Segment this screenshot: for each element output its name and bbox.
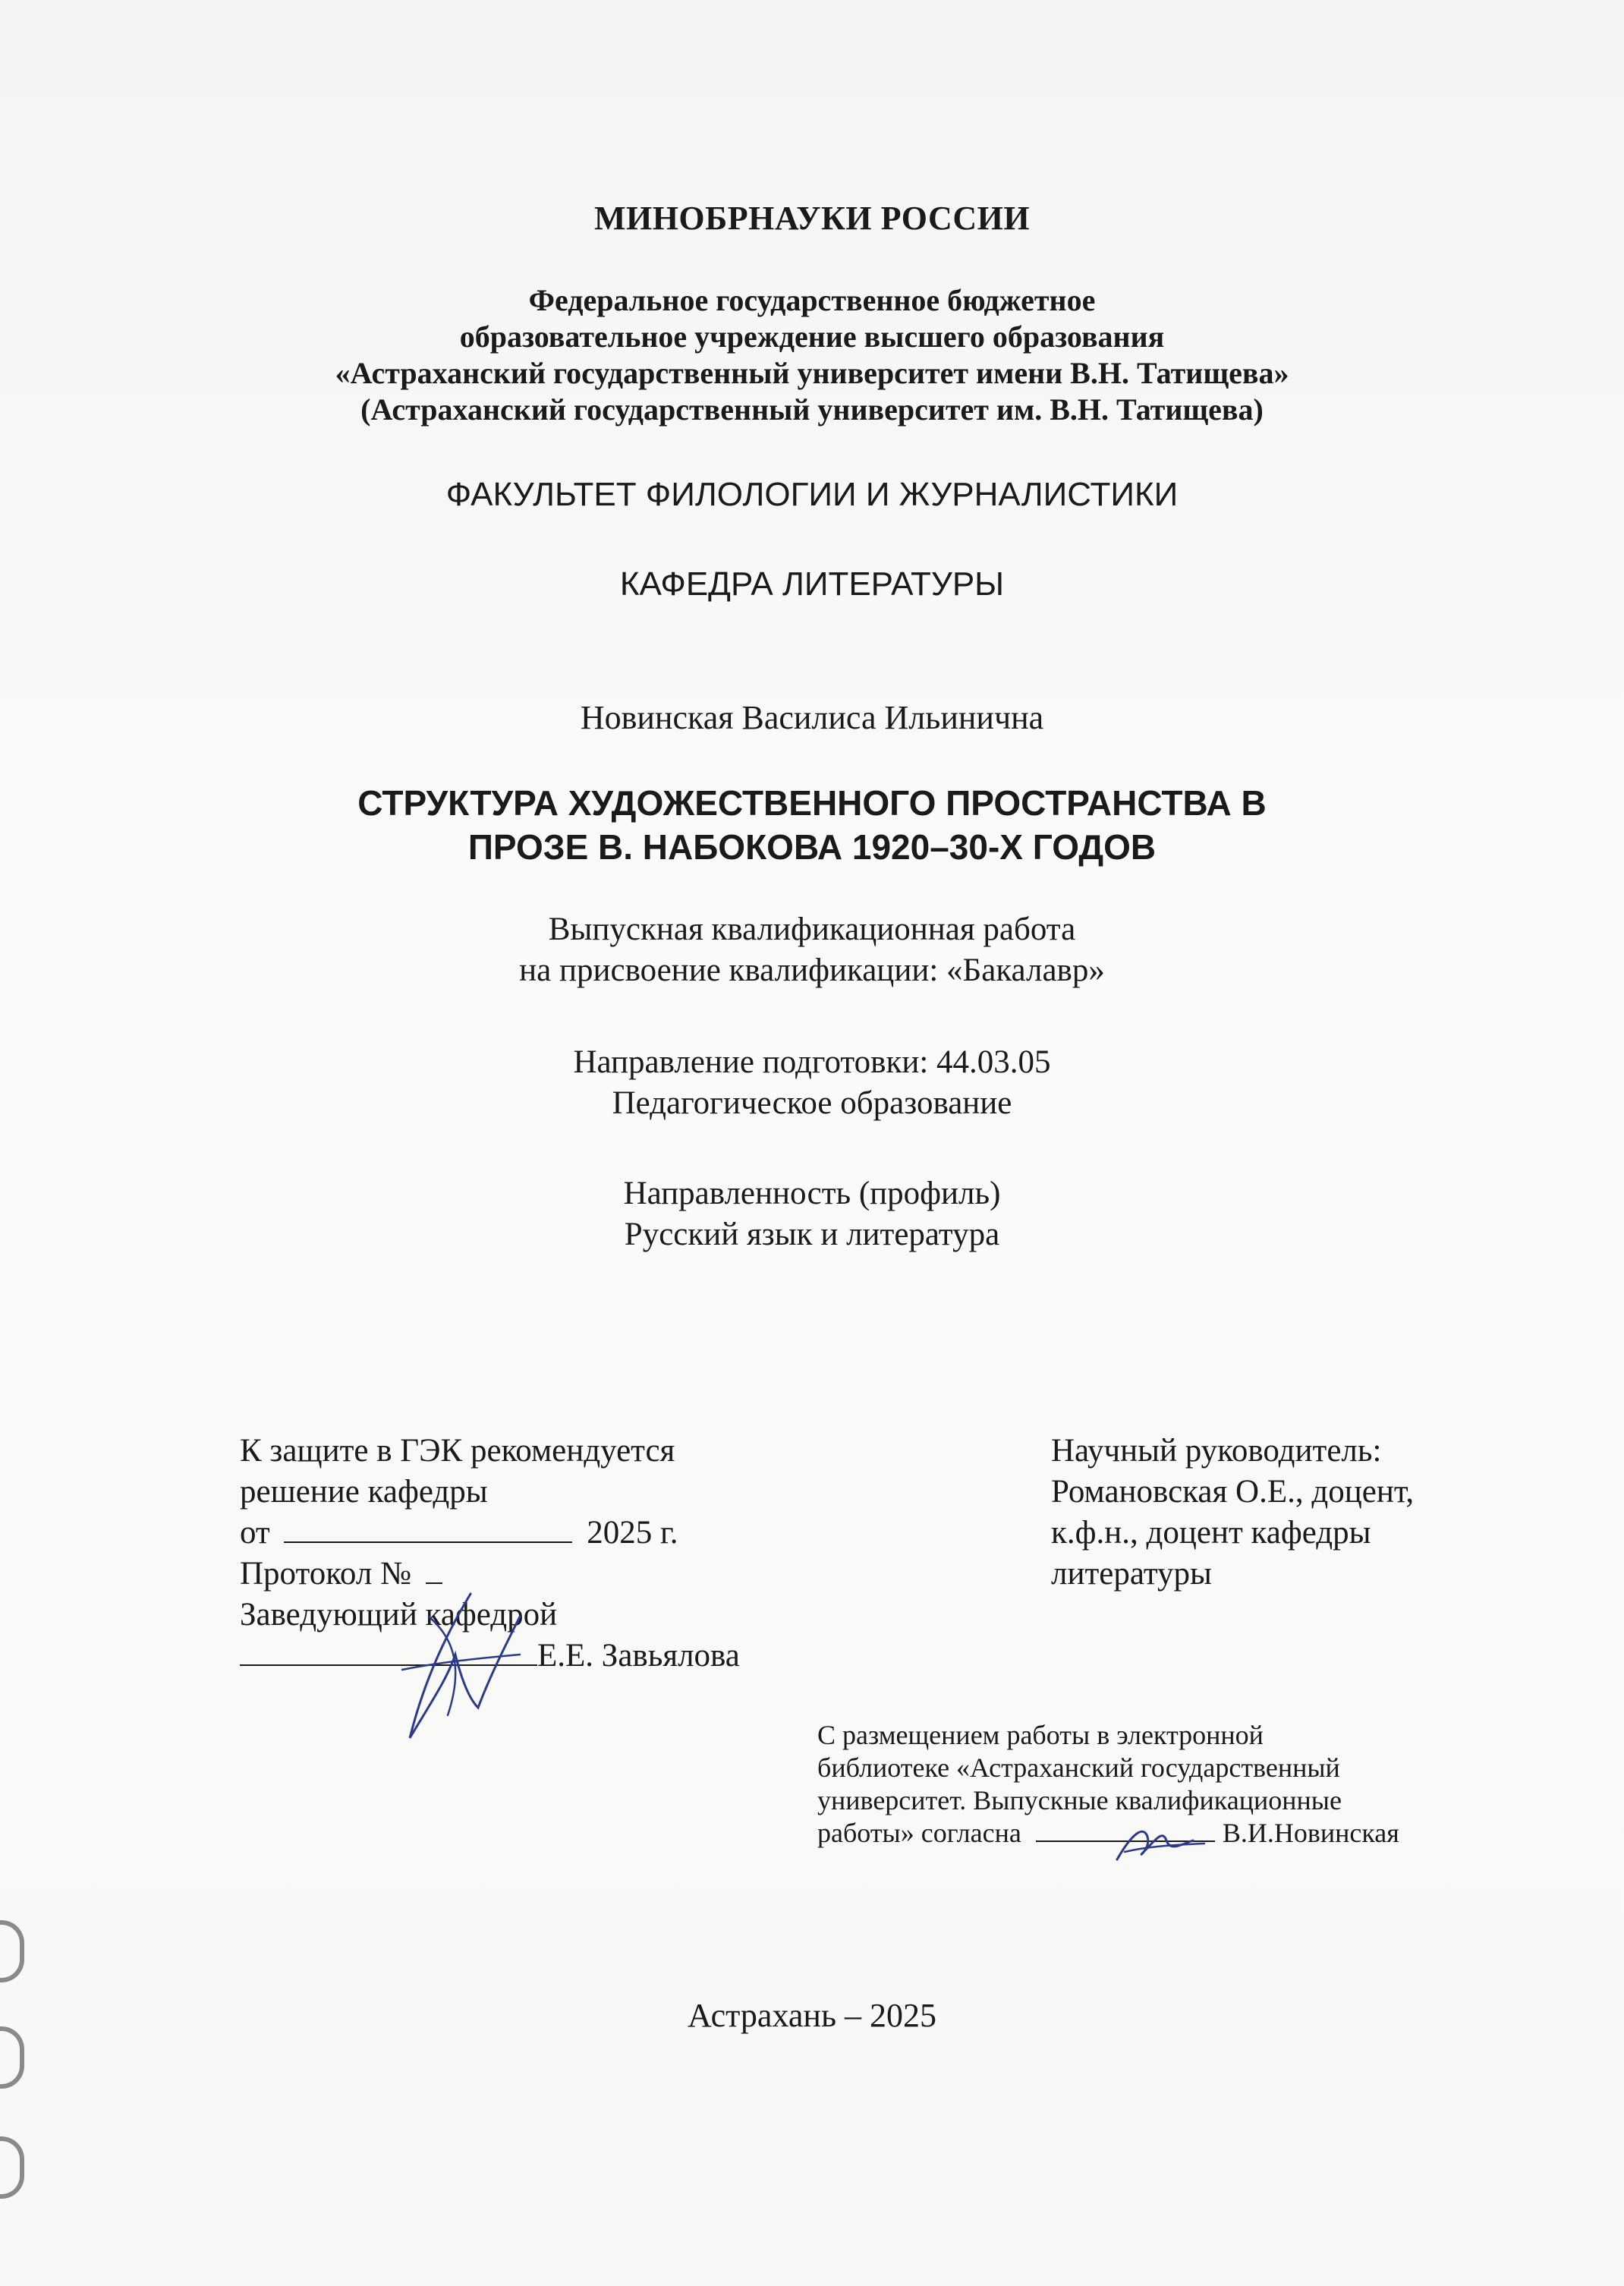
work-type-line-1: Выпускная квалификационная работа xyxy=(548,912,1076,947)
ministry-heading: МИНОБРНАУКИ РОССИИ xyxy=(593,200,1031,237)
institution-line-1: Федеральное государственное бюджетное xyxy=(528,283,1096,317)
department-heading: КАФЕДРА ЛИТЕРАТУРЫ xyxy=(619,565,1005,603)
date-prefix: от xyxy=(240,1515,270,1551)
direction-line-1: Направление подготовки: 44.03.05 xyxy=(573,1044,1051,1080)
supervisor-line-1: Романовская О.Е., доцент, xyxy=(1051,1474,1415,1510)
institution-line-3: «Астраханский государственный университет имени В.Н. Татищева» xyxy=(335,356,1289,390)
binding-ring xyxy=(0,2136,24,2199)
head-signature-mark xyxy=(357,1586,539,1753)
defense-line-1: К защите в ГЭК рекомендуется xyxy=(240,1433,675,1469)
institution-line-2: образовательное учреждение высшего образования xyxy=(459,320,1165,354)
head-name: Е.Е. Завьялова xyxy=(537,1638,740,1674)
binding-ring xyxy=(0,2026,24,2089)
faculty-heading: ФАКУЛЬТЕТ ФИЛОЛОГИИ И ЖУРНАЛИСТИКИ xyxy=(445,476,1179,513)
thesis-title-line-2: ПРОЗЕ В. НАБОКОВА 1920–30-Х ГОДОВ xyxy=(467,827,1157,867)
work-type-line-2: на присвоение квалификации: «Бакалавр» xyxy=(519,952,1105,988)
date-suffix: 2025 г. xyxy=(587,1515,678,1551)
supervisor-label: Научный руководитель: xyxy=(1051,1433,1382,1469)
consent-block xyxy=(817,1719,1399,1850)
student-signature-mark xyxy=(1109,1818,1216,1871)
protocol-label: Протокол № xyxy=(240,1556,412,1592)
defense-line-2: решение кафедры xyxy=(240,1474,488,1510)
consent-line-3: университет. Выпускные квалификационные xyxy=(817,1785,1342,1815)
protocol-blank xyxy=(426,1557,442,1584)
profile-line-2: Русский язык и литература xyxy=(624,1217,1000,1252)
supervisor-line-3: литературы xyxy=(1051,1556,1212,1592)
profile-line-1: Направленность (профиль) xyxy=(623,1176,1001,1211)
head-label: Заведующий кафедрой xyxy=(240,1597,558,1633)
binding-ring xyxy=(0,1920,24,1982)
supervisor-line-2: к.ф.н., доцент кафедры xyxy=(1051,1515,1371,1551)
city-year: Астрахань – 2025 xyxy=(687,1997,937,2034)
consent-signer: В.И.Новинская xyxy=(1222,1818,1399,1848)
consent-line-4 xyxy=(817,1817,1399,1850)
consent-line-1: С размещением работы в электронной xyxy=(817,1720,1264,1750)
date-blank xyxy=(284,1516,572,1543)
institution-line-4: (Астраханский государственный университет им. В.Н. Татищева) xyxy=(360,392,1264,427)
direction-line-2: Педагогическое образование xyxy=(612,1085,1012,1121)
consent-prefix: работы» согласна xyxy=(817,1818,1021,1848)
defense-date-line xyxy=(240,1513,740,1554)
supervisor-block xyxy=(1051,1431,1414,1595)
thesis-title-line-1: СТРУКТУРА ХУДОЖЕСТВЕННОГО ПРОСТРАНСТВА В xyxy=(357,783,1267,823)
author-name: Новинская Василиса Ильинична xyxy=(580,699,1044,736)
consent-line-2: библиотеке «Астраханский государственный xyxy=(817,1752,1340,1783)
